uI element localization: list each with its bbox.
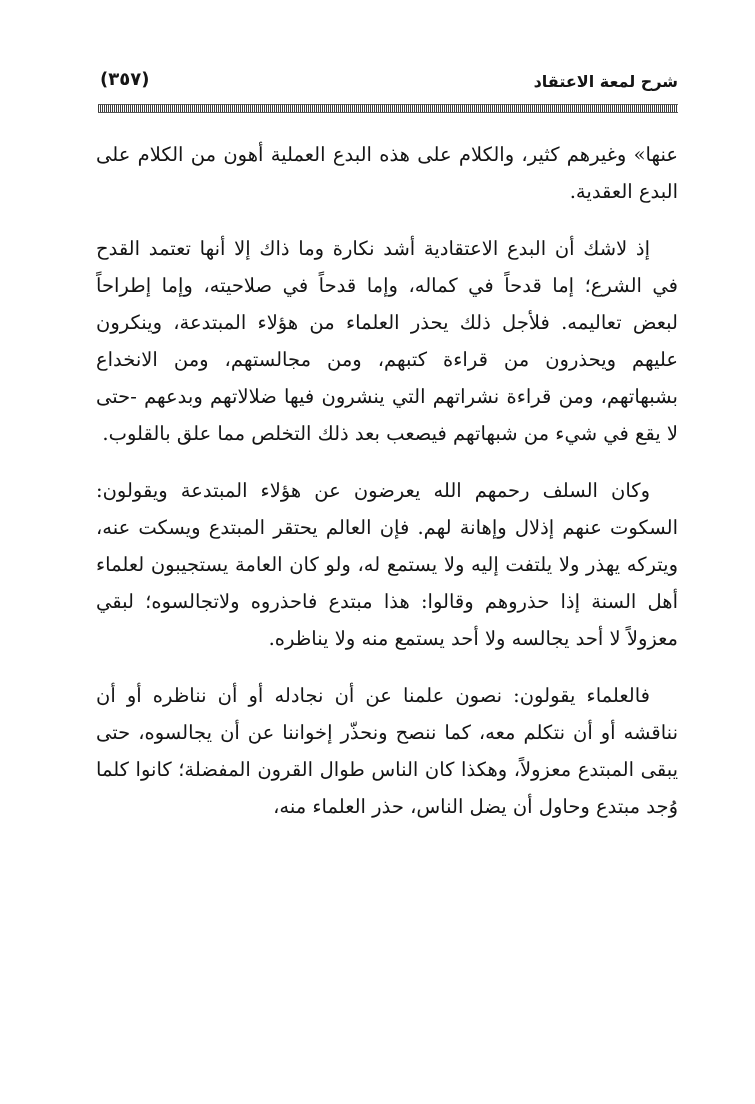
paragraph-3: وكان السلف رحمهم الله يعرضون عن هؤلاء المبتدعة ويقولون: السكوت عنهم إذلال وإهانة لهم. فإن العالم يحتقر المبتدع ويسكت عنه، ويتركه يهذر ولا يلتفت إليه ولا يستمع له، ولو كان العامة يستجيبون لعلماء أهل السنة إذا حذروهم وقالوا: هذا مبتدع فاحذروه ولاتجالسوه؛ لبقي معزولاً لا أحد يجالسه ولا أحد يستمع منه ولا يناظره. <box>96 479 678 650</box>
page-header <box>96 66 678 102</box>
book-title: شرح لمعة الاعتقاد <box>533 72 678 91</box>
paragraph-4: فالعلماء يقولون: نصون علمنا عن أن نجادله أو أن نناظره أو أن نناقشه أو أن نتكلم معه، كما ننصح ونحذّر إخواننا عن أن يجالسوه، حتى يبقى المبتدع معزولاً، وهكذا كان الناس طوال القرون المفضلة؛ كانوا كلما وُجد مبتدع وحاول أن يضل الناس، حذر العلماء منه، <box>96 684 678 818</box>
paragraph-2: إذ لاشك أن البدع الاعتقادية أشد نكارة وما ذاك إلا أنها تعتمد القدح في الشرع؛ إما قدحاً في كماله، وإما قدحاً في صلاحيته، وإما إطراحاً لبعض تعاليمه. فلأجل ذلك يحذر العلماء من هؤلاء المبتدعة، وينكرون عليهم ويحذرون من قراءة كتبهم، ومن مجالستهم، ومن الانخداع بشبهاتهم، ومن قراءة نشراتهم التي ينشرون فيها ضلالاتهم وبدعهم -حتى لا يقع في شيء من شبهاتهم فيصعب بعد ذلك التخلص مما علق بالقلوب. <box>96 237 678 445</box>
paragraph-1: عنها» وغيرهم كثير، والكلام على هذه البدع العملية أهون من الكلام على البدع العقدية. <box>96 143 678 203</box>
page-number: (٣٥٧) <box>100 69 150 90</box>
header-rule <box>98 104 678 113</box>
body-text <box>96 136 678 845</box>
